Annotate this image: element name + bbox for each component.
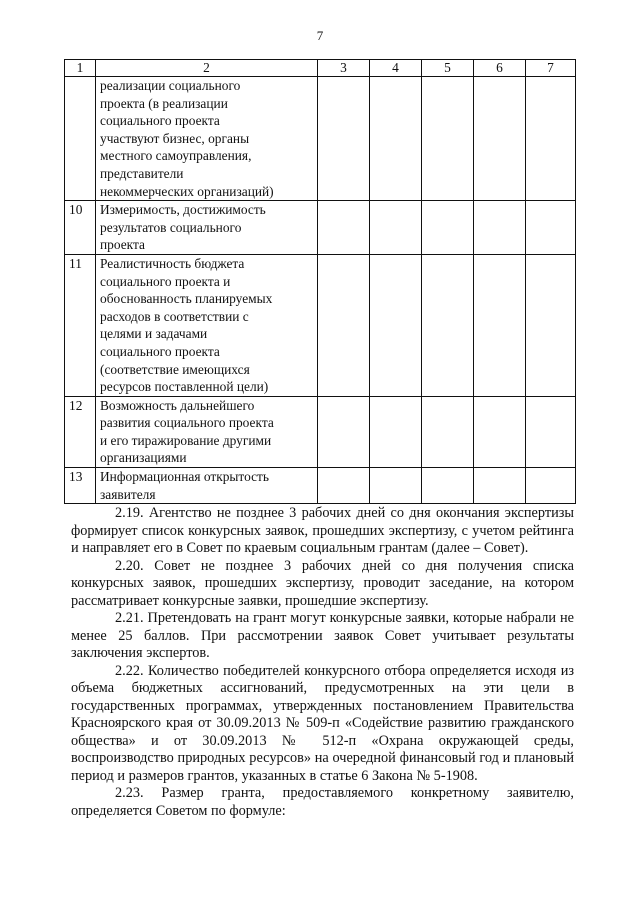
score-cell-col-4	[370, 396, 422, 467]
score-cell-col-4	[370, 77, 422, 201]
criterion-line: проекта	[100, 237, 145, 253]
header-col-2: 2	[96, 60, 318, 77]
criterion-line: Измеримость, достижимость	[100, 202, 266, 218]
criterion-line: социального проекта и	[100, 273, 231, 289]
table-row	[65, 201, 576, 255]
criterion-text	[96, 77, 318, 201]
criterion-line: социального проекта	[100, 343, 220, 359]
score-cell-col-5	[422, 468, 474, 504]
score-cell-col-5	[422, 396, 474, 467]
score-cell-col-7	[526, 396, 576, 467]
score-cell-col-7	[526, 254, 576, 396]
criterion-line: проекта (в реализации	[100, 95, 228, 111]
header-col-1: 1	[65, 60, 96, 77]
paragraph-2-21: 2.21. Претендовать на грант могут конкурсные заявки, которые набрали не менее 25 баллов. При рассмотрении заявок Совет учитывает результаты заключения экспертов.	[71, 610, 574, 661]
criterion-line: участвуют бизнес, органы	[100, 130, 250, 146]
paragraph-2-20: 2.20. Совет не позднее 3 рабочих дней со дня получения списка конкурсных заявок, прошедших экспертизу, проводит заседание, на котором рассматривает конкурсные заявки, прошедшие экспертизу.	[71, 557, 574, 609]
row-number: 12	[65, 396, 96, 467]
score-cell-col-3	[318, 254, 370, 396]
criterion-line: Возможность дальнейшего	[100, 397, 255, 413]
score-cell-col-5	[422, 77, 474, 201]
score-cell-col-6	[474, 254, 526, 396]
row-number: 10	[65, 201, 96, 255]
row-number: 11	[65, 254, 96, 396]
score-cell-col-4	[370, 468, 422, 504]
criterion-line: целями и задачами	[100, 326, 208, 342]
row-number: 13	[65, 468, 96, 504]
table-row	[65, 254, 576, 396]
score-cell-col-6	[474, 77, 526, 201]
score-cell-col-6	[474, 468, 526, 504]
score-cell-col-6	[474, 396, 526, 467]
score-cell-col-5	[422, 201, 474, 255]
criterion-line: организациями	[100, 450, 187, 466]
criterion-line: местного самоуправления,	[100, 148, 252, 164]
header-col-6: 6	[474, 60, 526, 77]
score-cell-col-7	[526, 468, 576, 504]
criterion-line: развития социального проекта	[100, 415, 274, 431]
header-col-5: 5	[422, 60, 474, 77]
criterion-text	[96, 201, 318, 255]
criterion-text	[96, 468, 318, 504]
criterion-text	[96, 396, 318, 467]
criterion-line: ресурсов поставленной цели)	[100, 379, 269, 395]
criterion-line: социального проекта	[100, 113, 220, 129]
table-body	[65, 77, 576, 504]
page-number: 7	[316, 28, 324, 43]
criterion-line: некоммерческих организаций)	[100, 183, 274, 199]
row-number	[65, 77, 96, 201]
criterion-line: представители	[100, 165, 184, 181]
table-row	[65, 468, 576, 504]
score-cell-col-3	[318, 77, 370, 201]
paragraph-2-22: 2.22. Количество победителей конкурсного отбора определяется исходя из объема бюджетных ассигнований, предусмотренных на эти цели в государственных программах, утвержденных постановлением Правительства Красноярского края от 30.09.2013 № 509-п «Содействие развитию гражданского общества» и от 30.09.2013 № 512-п «Охрана окружающей среды, воспроизводство природных ресурсов» на очередной финансовый год и плановый период и размеров грантов, указанных в статье 6 Закона № 5-1908.	[71, 662, 574, 784]
criterion-line: расходов в соответствии с	[100, 308, 249, 324]
table-header-row	[65, 60, 576, 77]
table-row	[65, 396, 576, 467]
paragraph-2-23: 2.23. Размер гранта, предоставляемого конкретному заявителю, определяется Советом по формуле:	[71, 785, 574, 819]
score-cell-col-4	[370, 254, 422, 396]
table-row	[65, 77, 576, 201]
score-cell-col-3	[318, 396, 370, 467]
criterion-line: (соответствие имеющихся	[100, 361, 250, 377]
paragraph-2-19: 2.19. Агентство не позднее 3 рабочих дней со дня окончания экспертизы формирует список конкурсных заявок, прошедших экспертизу, с учетом рейтинга и направляет его в Совет по краевым социальным грантам (далее – Совет).	[71, 505, 574, 556]
criterion-line: результатов социального	[100, 219, 242, 235]
criterion-line: обоснованность планируемых	[100, 291, 273, 307]
header-col-4: 4	[370, 60, 422, 77]
criterion-line: заявителя	[100, 486, 156, 502]
header-col-7: 7	[526, 60, 576, 77]
score-cell-col-4	[370, 201, 422, 255]
score-cell-col-7	[526, 201, 576, 255]
header-col-3: 3	[318, 60, 370, 77]
body-text	[71, 505, 574, 820]
criterion-line: Реалистичность бюджета	[100, 255, 245, 271]
score-cell-col-3	[318, 201, 370, 255]
criterion-line: реализации социального	[100, 78, 241, 93]
score-cell-col-3	[318, 468, 370, 504]
score-cell-col-6	[474, 201, 526, 255]
score-cell-col-5	[422, 254, 474, 396]
criterion-text	[96, 254, 318, 396]
criterion-line: и его тиражирование другими	[100, 432, 272, 448]
criterion-line: Информационная открытость	[100, 469, 270, 485]
score-cell-col-7	[526, 77, 576, 201]
criteria-table	[64, 59, 576, 504]
